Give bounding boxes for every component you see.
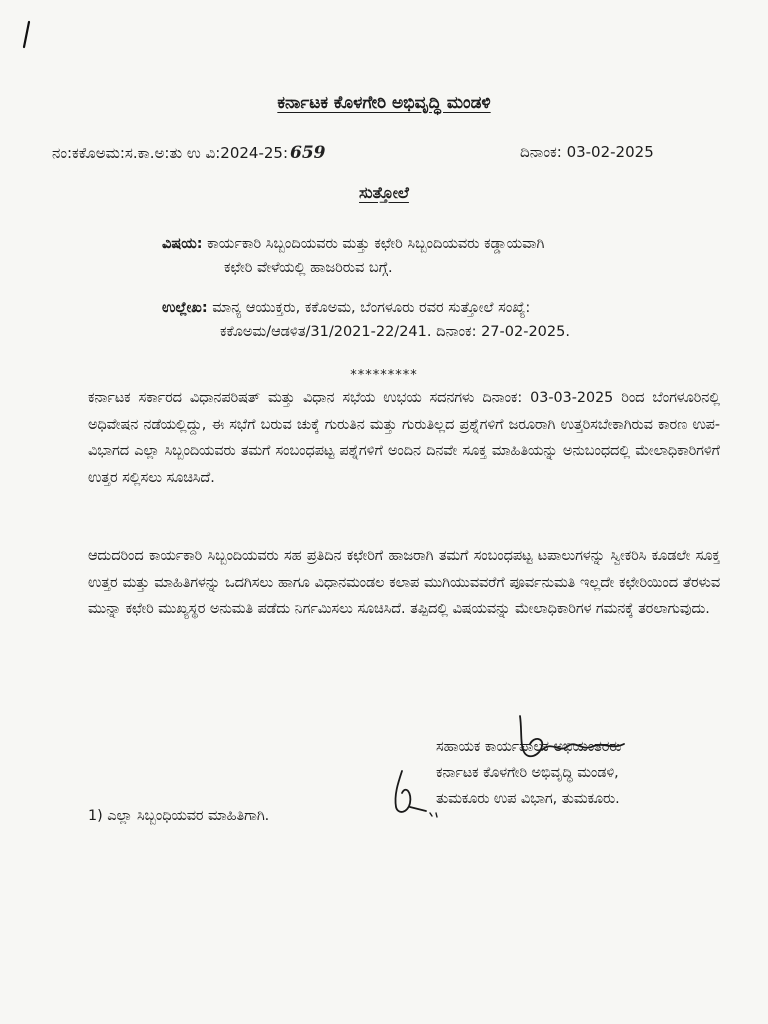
separator: ********* <box>350 368 418 383</box>
reference-line-2: ಕಕೊಅಮ/ಆಡಳಿತ/31/2021-22/241. ದಿನಾಂಕ: 27-02-2025. <box>220 324 570 340</box>
handwritten-number: 659 <box>290 143 326 163</box>
document-title: ಕರ್ನಾಟಕ ಕೊಳಗೇರಿ ಅಭಿವೃದ್ಧಿ ಮಂಡಳಿ <box>277 93 491 113</box>
circular-heading: ಸುತ್ತೋಲೆ <box>359 183 409 202</box>
handwritten-corner-mark <box>18 20 34 50</box>
reference-line-1: ಮಾನ್ಯ ಆಯುಕ್ತರು, ಕಕೊಅಮ, ಬೆಂಗಳೂರು ರವರ ಸುತ್ತೋಲೆ ಸಂಖ್ಯೆ: <box>212 300 531 316</box>
reference-section <box>162 296 722 344</box>
reference-label: ಉಲ್ಲೇಖ: <box>162 300 208 316</box>
subject-line-1: ಕಾರ್ಯಕಾರಿ ಸಿಬ್ಬಂದಿಯವರು ಮತ್ತು ಕಛೇರಿ ಸಿಬ್ಬಂದಿಯವರು ಕಡ್ಡಾಯವಾಗಿ <box>207 236 545 252</box>
signature-organization: ಕರ್ನಾಟಕ ಕೊಳಗೇರಿ ಅಭಿವೃದ್ಧಿ ಮಂಡಳಿ, <box>436 765 619 781</box>
signature-designation: ಸಹಾಯಕ ಕಾರ್ಯಪಾಲಕ ಅಭಿಯಂತರರು <box>436 739 622 755</box>
date-label: ದಿನಾಂಕ: <box>520 143 562 161</box>
handwritten-initials <box>380 763 450 823</box>
reference-number: ನಂ:ಕಕೊಅಮ:ಸ.ಕಾ.ಅ:ತು ಉ ವಿ:2024-25: <box>52 144 289 162</box>
date-value: 03-02-2025 <box>566 143 654 161</box>
paragraph-1: ಕರ್ನಾಟಕ ಸರ್ಕಾರದ ವಿಧಾನಪರಿಷತ್ ಮತ್ತು ವಿಧಾನ ಸಭೆಯ ಉಭಯ ಸದನಗಳು ದಿನಾಂಕ: 03-03-2025 ರಿಂದ ಬೆಂಗಳೂರಿನಲ್ಲಿ ಅಧಿವೇಷನ ನಡೆಯಲ್ಲಿದ್ದು, ಈ ಸಭೆಗೆ ಬರುವ ಚುಕ್ಕೆ ಗುರುತಿನ ಮತ್ತು ಗುರುತಿಲ್ಲದ ಪ್ರಶ್ನೆಗಳಿಗೆ ಜರೂರಾಗಿ ಉತ್ತರಿಸಬೇಕಾಗಿರುವ ಕಾರಣ ಉಪ-ವಿಭಾಗದ ಎಲ್ಲಾ ಸಿಬ್ಬಂದಿಯವರು ತಮಗೆ ಸಂಬಂಧಪಟ್ಟ ಪಶ್ನೆಗಳಿಗೆ ಅಂದಿನ ದಿನವೇ ಸೂಕ್ತ ಮಾಹಿತಿಯನ್ನು ಅನುಬಂಧದಲ್ಲಿ ಮೇಲಾಧಿಕಾರಿಗಳಿಗೆ ಉತ್ತರ ಸಲ್ಲಿಸಲು ಸೂಚಿಸಿದೆ. <box>88 390 720 486</box>
paragraph-2: ಆದುದರಿಂದ ಕಾರ್ಯಕಾರಿ ಸಿಬ್ಬಂದಿಯವರು ಸಹ ಪ್ರತಿದಿನ ಕಛೇರಿಗೆ ಹಾಜರಾಗಿ ತಮಗೆ ಸಂಬಂಧಪಟ್ಟ ಟಪಾಲುಗಳನ್ನು ಸ್ವೀಕರಿಸಿ ಕೂಡಲೇ ಸೂಕ್ತ ಉತ್ತರ ಮತ್ತು ಮಾಹಿತಿಗಳನ್ನು ಒದಗಿಸಲು ಹಾಗೂ ವಿಧಾನಮಂಡಲ ಕಲಾಪ ಮುಗಿಯುವವರೆಗೆ ಪೂರ್ವನುಮತಿ ಇಲ್ಲದೇ ಕಛೇರಿಯಿಂದ ತೆರಳುವ ಮುನ್ನಾ ಕಛೇರಿ ಮುಖ್ಯಸ್ಥರ ಅನುಮತಿ ಪಡೆದು ನಿರ್ಗಮಿಸಲು ಸೂಚಿಸಿದೆ. ತಪ್ಪಿದಲ್ಲಿ ವಿಷಯವನ್ನು ಮೇಲಾಧಿಕಾರಿಗಳ ಗಮನಕ್ಕೆ ತರಲಾಗುವುದು. <box>88 548 720 617</box>
signature-block <box>436 734 756 812</box>
signature-office: ತುಮಕೂರು ಉಪ ವಿಭಾಗ, ತುಮಕೂರು. <box>436 791 620 807</box>
subject-section <box>162 232 722 280</box>
reference-line <box>52 143 692 163</box>
subject-line-2: ಕಛೇರಿ ವೇಳೆಯಲ್ಲಿ ಹಾಜರಿರುವ ಬಗ್ಗೆ. <box>224 260 393 276</box>
copy-to-line: 1) ಎಲ್ಲಾ ಸಿಬ್ಬಂಧಿಯವರ ಮಾಹಿತಿಗಾಗಿ. <box>88 808 270 824</box>
date-block <box>520 143 654 161</box>
subject-label: ವಿಷಯ: <box>162 236 203 252</box>
